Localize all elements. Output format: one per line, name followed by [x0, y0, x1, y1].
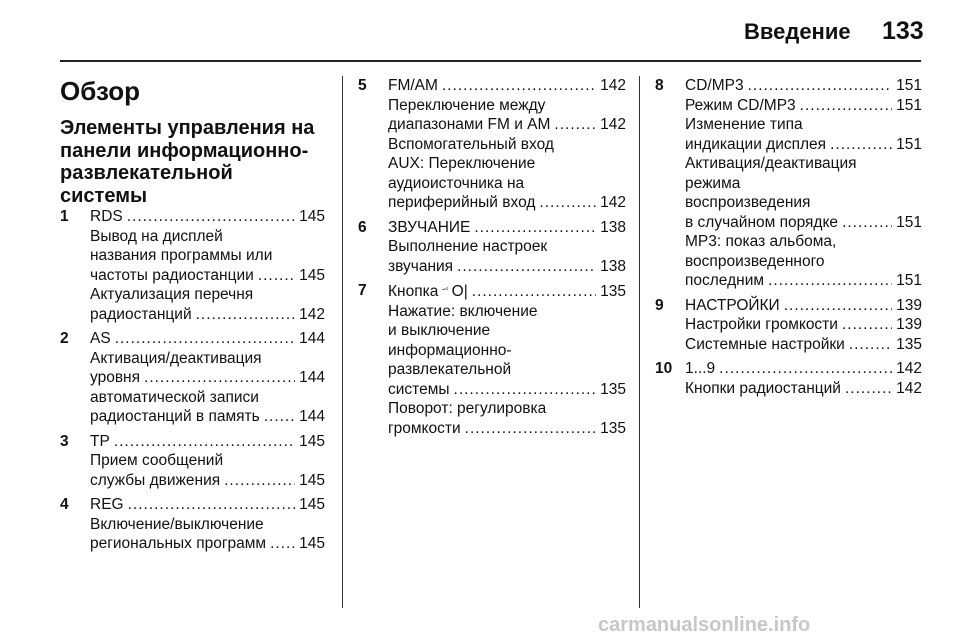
entry-line [90, 349, 325, 369]
dot-leader [258, 266, 295, 286]
index-entry [358, 218, 626, 277]
page-reference[interactable]: 151 [896, 135, 922, 153]
page-reference[interactable]: 145 [299, 471, 325, 489]
dot-leader [842, 315, 892, 335]
entry-line [90, 388, 325, 408]
entry-text: радиостанций [90, 305, 192, 323]
page-reference[interactable]: 142 [896, 360, 922, 377]
page-reference[interactable]: 145 [299, 432, 325, 450]
page-reference[interactable]: 142 [600, 77, 626, 94]
dot-leader [457, 257, 596, 277]
page-reference[interactable]: 151 [896, 77, 922, 94]
dot-leader [849, 335, 892, 355]
entry-text: Режим CD/MP3 [685, 96, 796, 114]
entry-text: воспроизведения [685, 194, 811, 211]
index-entry [655, 296, 922, 355]
entry-text: 1...9 [685, 360, 716, 377]
entry-number: 1 [60, 208, 69, 225]
entry-text: в случайном порядке [685, 213, 839, 231]
page-reference[interactable]: 142 [600, 194, 626, 211]
entry-line [90, 471, 325, 491]
entry-line [388, 321, 626, 341]
entry-line [685, 76, 922, 96]
entry-line [388, 76, 626, 96]
column-divider-2 [639, 76, 640, 608]
entry-line [388, 154, 626, 174]
dot-leader [472, 282, 596, 302]
entry-number: 2 [60, 330, 69, 347]
entry-text: Актуализация перечня [90, 286, 254, 303]
entry-text: Настройки громкости [685, 316, 838, 333]
entry-text: системы [388, 380, 450, 398]
dot-leader [539, 193, 596, 213]
dot-leader [768, 271, 892, 291]
page-reference[interactable]: 135 [600, 419, 626, 437]
entry-line [388, 419, 626, 439]
entry-text: громкости [388, 419, 461, 437]
entry-number: 6 [358, 218, 367, 236]
entries-list [655, 76, 922, 398]
page-reference[interactable]: 151 [896, 96, 922, 114]
entry-text: Вспомогательный вход [388, 135, 554, 153]
dot-leader [845, 379, 892, 399]
entry-line [90, 227, 325, 247]
page-reference[interactable]: 145 [299, 208, 325, 225]
entry-text: воспроизведенного [685, 252, 825, 270]
entry-line [90, 515, 325, 535]
entry-line [90, 246, 325, 266]
column-1 [60, 76, 325, 559]
entry-line [388, 257, 626, 277]
entry-line [685, 174, 922, 194]
entry-number: 5 [358, 77, 367, 94]
page-reference[interactable]: 138 [600, 218, 626, 236]
entry-text: режима [685, 174, 741, 192]
page-reference[interactable]: 135 [600, 380, 626, 398]
entry-text: звучания [388, 257, 454, 275]
entry-line [90, 451, 325, 471]
entry-text: ЗВУЧАНИЕ [388, 218, 471, 236]
entry-number: 3 [60, 432, 69, 450]
entry-line [685, 296, 922, 316]
dot-leader [830, 135, 892, 155]
dot-leader [474, 218, 596, 238]
entry-text: Поворот: регулировка [388, 400, 547, 417]
page-reference[interactable]: 139 [896, 316, 922, 333]
page-reference[interactable]: 139 [896, 296, 922, 314]
page-reference[interactable]: 135 [600, 283, 626, 300]
entry-text: радиостанций в память [90, 408, 260, 425]
page-reference[interactable]: 142 [600, 116, 626, 133]
volume-mute-icon [442, 281, 448, 296]
entry-line [90, 407, 325, 427]
entry-text-after-icon: O| [451, 283, 468, 300]
entry-number: 8 [655, 77, 664, 94]
dot-leader [114, 432, 295, 452]
entry-text: Кнопка [388, 283, 439, 300]
entry-line [90, 285, 325, 305]
entry-text: Активация/деактивация [685, 155, 857, 172]
entry-number: 10 [655, 360, 673, 377]
entry-line [685, 359, 922, 379]
entries-list [358, 76, 626, 438]
dot-leader [719, 359, 892, 379]
entry-text: Переключение между [388, 96, 546, 114]
index-entry [60, 432, 325, 491]
entry-line [90, 207, 325, 227]
entry-number: 7 [358, 282, 367, 299]
entry-text: Включение/выключение [90, 515, 264, 533]
entry-text: информационно- [388, 341, 512, 359]
entry-line [90, 266, 325, 286]
page-reference[interactable]: 151 [896, 213, 922, 231]
entry-text: частоты радиостанции [90, 266, 254, 284]
page-reference[interactable]: 142 [896, 379, 922, 397]
entry-text: AUX: Переключение [388, 155, 536, 172]
entry-line [388, 96, 626, 116]
entry-text: Системные настройки [685, 335, 845, 353]
entry-line [388, 380, 626, 400]
index-entry [60, 207, 325, 324]
subsection-title-line: развлекательной системы [60, 162, 233, 207]
entry-text: Активация/деактивация [90, 349, 262, 367]
entry-line [388, 193, 626, 213]
page-reference[interactable]: 142 [299, 305, 325, 323]
entry-text: TP [90, 432, 110, 450]
entry-line [388, 237, 626, 257]
entry-text: RDS [90, 208, 123, 225]
subsection-title-line: панели информационно- [60, 139, 309, 162]
entry-text: Прием сообщений [90, 452, 224, 469]
entry-text: службы движения [90, 471, 221, 489]
page-reference[interactable]: 135 [896, 335, 922, 353]
dot-leader [127, 207, 295, 227]
entry-line [685, 193, 922, 213]
page-reference[interactable]: 144 [299, 408, 325, 425]
entry-text: AS [90, 330, 111, 347]
page-reference[interactable]: 145 [299, 266, 325, 284]
header-divider [60, 60, 921, 62]
page-header-title: Введение [744, 19, 851, 44]
index-entry [655, 359, 922, 398]
entry-text: названия программы или [90, 247, 273, 264]
entry-line [685, 213, 922, 233]
page-reference[interactable]: 144 [299, 330, 325, 347]
index-entry [60, 495, 325, 554]
dot-leader [270, 534, 295, 554]
entry-line [90, 432, 325, 452]
entry-text: индикации дисплея [685, 135, 827, 153]
entry-line [388, 302, 626, 322]
page-reference[interactable]: 144 [299, 369, 325, 386]
entry-line [685, 335, 922, 355]
dot-leader [224, 471, 295, 491]
entry-line [388, 399, 626, 419]
index-entry [358, 76, 626, 213]
dot-leader [115, 329, 295, 349]
dot-leader [842, 213, 892, 233]
dot-leader [196, 305, 296, 325]
entry-text: диапазонами FM и AM [388, 116, 551, 133]
entry-line [388, 135, 626, 155]
entry-line [90, 305, 325, 325]
page-reference[interactable]: 151 [896, 272, 922, 289]
entry-line [388, 281, 626, 302]
entry-text: аудиоисточника на [388, 174, 525, 192]
entry-line [685, 135, 922, 155]
subsection-title-line: Элементы управления на [60, 117, 315, 139]
entry-line [685, 232, 922, 252]
entry-text: НАСТРОЙКИ [685, 296, 780, 314]
entry-text: CD/MP3 [685, 77, 744, 94]
entry-line [388, 218, 626, 238]
entry-line [90, 534, 325, 554]
page-number: 133 [882, 17, 924, 45]
entry-text: региональных программ [90, 535, 267, 552]
entry-line [90, 368, 325, 388]
entry-number: 4 [60, 496, 69, 513]
entry-text: FM/AM [388, 77, 438, 94]
entry-text: периферийный вход [388, 194, 536, 211]
page-reference[interactable]: 145 [299, 496, 325, 513]
entries-list [60, 207, 325, 554]
index-entry [358, 281, 626, 438]
entry-text: Выполнение настроек [388, 238, 548, 255]
index-entry [60, 329, 325, 427]
entry-line [388, 115, 626, 135]
column-divider-1 [342, 76, 343, 608]
page-reference[interactable]: 145 [299, 535, 325, 552]
dot-leader [465, 419, 596, 439]
entry-number: 9 [655, 296, 664, 314]
index-entry [655, 76, 922, 291]
dot-leader [128, 495, 296, 515]
entry-text: последним [685, 272, 765, 289]
page-reference[interactable]: 138 [600, 257, 626, 275]
section-title: Обзор [60, 76, 140, 106]
entry-text: Изменение типа [685, 116, 803, 133]
entry-line [685, 379, 922, 399]
dot-leader [454, 380, 597, 400]
entry-line [388, 174, 626, 194]
entry-line [685, 154, 922, 174]
entry-line [388, 341, 626, 361]
dot-leader [748, 76, 893, 96]
entry-text: Кнопки радиостанций [685, 379, 841, 397]
entry-text: и выключение [388, 322, 491, 339]
column-3 [655, 76, 922, 403]
dot-leader [264, 407, 295, 427]
dot-leader [784, 296, 892, 316]
entry-text: REG [90, 496, 124, 513]
dot-leader [442, 76, 596, 96]
entry-line [685, 115, 922, 135]
entry-line [388, 360, 626, 380]
watermark: carmanualsonline.info [598, 614, 811, 636]
entry-line [90, 495, 325, 515]
entry-text: MP3: показ альбома, [685, 233, 837, 250]
dot-leader [144, 368, 295, 388]
entry-line [685, 252, 922, 272]
entry-line [685, 96, 922, 116]
entry-text: Вывод на дисплей [90, 227, 223, 245]
dot-leader [554, 115, 596, 135]
entry-line [90, 329, 325, 349]
entry-text: автоматической записи [90, 388, 259, 406]
entry-text: развлекательной [388, 361, 512, 378]
entry-line [685, 315, 922, 335]
subsection-title [60, 117, 325, 207]
column-2 [358, 76, 626, 443]
entry-text: уровня [90, 369, 141, 386]
dot-leader [800, 96, 892, 116]
entry-text: Нажатие: включение [388, 302, 538, 320]
entry-line [685, 271, 922, 291]
